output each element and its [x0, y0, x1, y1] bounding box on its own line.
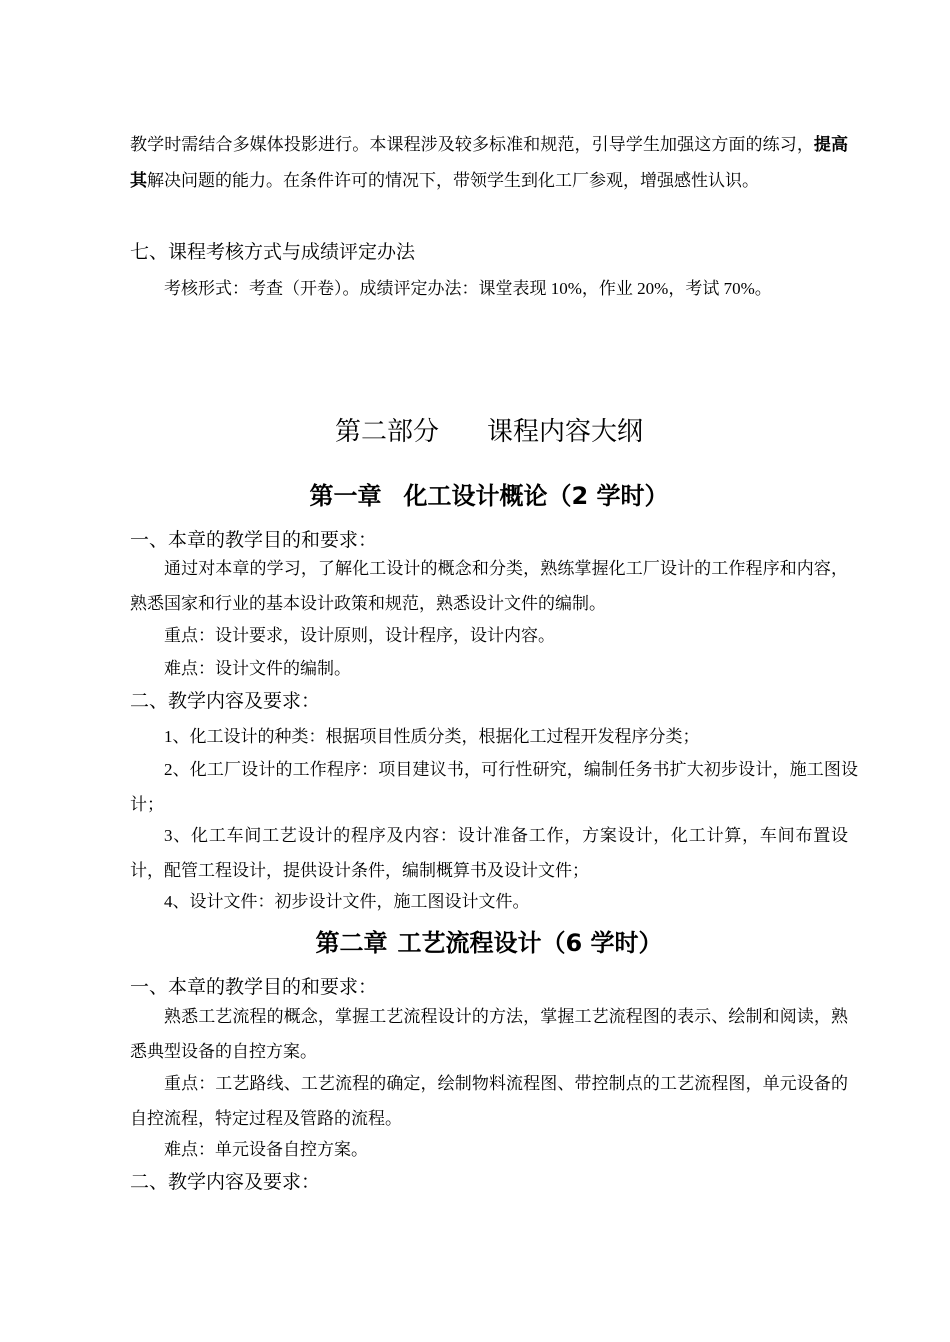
chapter-two-label: 第二章	[315, 929, 388, 957]
chapter-two-title	[130, 924, 848, 962]
chapter-two-name: 工艺流程设计（6 学时）	[397, 929, 663, 957]
chapter-one-item-2: 2、化工厂设计的工作程序：项目建议书，可行性研究，编制任务书扩大初步设计，施工图设计；	[130, 760, 858, 814]
chapter-two-key-points: 重点：工艺路线、工艺流程的确定，绘制物料流程图、带控制点的工艺流程图，单元设备的自控流程，特定过程及管路的流程。	[130, 1074, 848, 1128]
teaching-method-text-2: 解决问题的能力。在条件许可的情况下，带领学生到化工厂参观，增强感性认识。	[147, 171, 759, 190]
part-two-title	[130, 412, 848, 452]
chapter-one-item-4: 4、设计文件：初步设计文件，施工图设计文件。	[164, 892, 530, 911]
chapter-one-title	[130, 477, 848, 515]
chapter-one-content-heading: 二、教学内容及要求：	[130, 690, 321, 712]
chapter-one-item-1: 1、化工设计的种类：根据项目性质分类，根据化工过程开发程序分类；	[164, 727, 700, 746]
chapter-one-name: 化工设计概论（2 学时）	[403, 482, 669, 510]
chapter-two-objectives-heading: 一、本章的教学目的和要求：	[130, 976, 378, 998]
chapter-one-difficulties: 难点：设计文件的编制。	[164, 659, 351, 678]
chapter-one-item-3: 3、化工车间工艺设计的程序及内容：设计准备工作，方案设计，化工计算，车间布置设计，配管工程设计，提供设计条件，编制概算书及设计文件；	[130, 826, 848, 880]
teaching-method-text: 。本课程涉及较多标准和规范，引导学生加强这方面的练习，	[352, 135, 814, 154]
part-two-label: 第二部分	[334, 417, 439, 447]
part-two-name: 课程内容大纲	[487, 417, 644, 447]
chapter-two-content-heading: 二、教学内容及要求：	[130, 1171, 321, 1193]
section-seven-heading: 七、课程考核方式与成绩评定办法	[130, 241, 416, 263]
teaching-method-paragraph	[130, 127, 848, 199]
chapter-one-label: 第一章	[309, 482, 382, 510]
chapter-one-objectives-heading: 一、本章的教学目的和要求：	[130, 529, 378, 551]
teaching-method-bold-phrase-2: 提高其	[130, 135, 849, 191]
chapter-two-objectives-text: 熟悉工艺流程的概念，掌握工艺流程设计的方法，掌握工艺流程图的表示、绘制和阅读，熟悉典型设备的自控方案。	[130, 1007, 848, 1061]
assessment-paragraph: 考核形式：考查（开卷）。成绩评定办法：课堂表现 10%，作业 20%，考试 70%。	[164, 279, 772, 298]
chapter-one-key-points: 重点：设计要求，设计原则，设计程序，设计内容。	[164, 626, 555, 645]
teaching-method-bold-phrase: 教学时需结合多媒体投影进行	[130, 135, 353, 155]
chapter-one-objectives-text: 通过对本章的学习，了解化工设计的概念和分类，熟练掌握化工厂设计的工作程序和内容，熟悉国家和行业的基本设计政策和规范，熟悉设计文件的编制。	[130, 559, 848, 613]
chapter-two-difficulties: 难点：单元设备自控方案。	[164, 1140, 368, 1159]
